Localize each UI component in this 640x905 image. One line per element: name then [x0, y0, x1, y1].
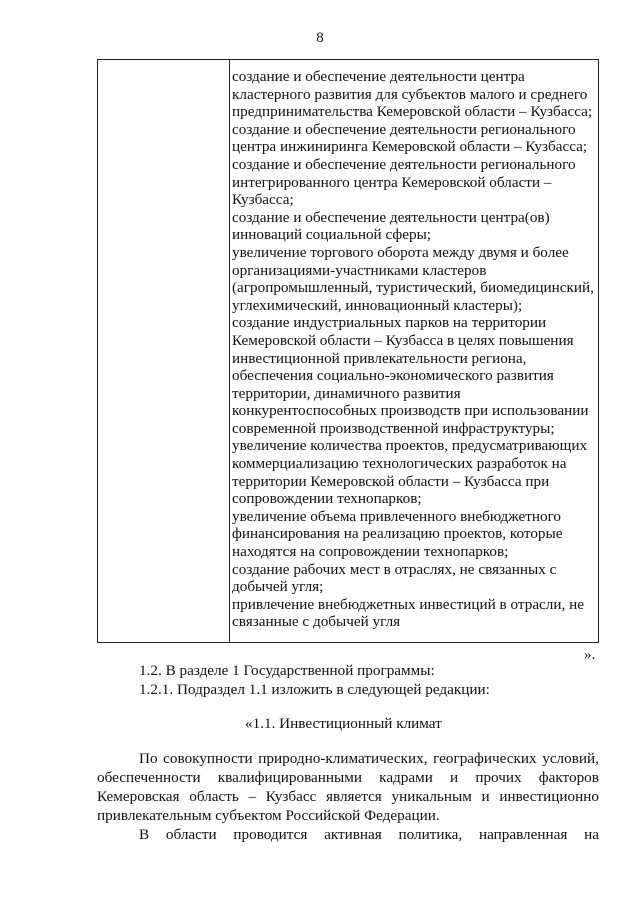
- section-1-2-1-heading: 1.2.1. Подраздел 1.1 изложить в следующей редакции:: [139, 681, 490, 698]
- table-line: находятся на сопровождении технопарков;: [232, 543, 509, 561]
- table-line: Кузбасса;: [232, 191, 294, 209]
- table-line: создание и обеспечение деятельности регионального: [232, 155, 576, 173]
- table-line: увеличение количества проектов, предусматривающих: [232, 437, 588, 455]
- paragraph-1-line-4: привлекательным субъектом Российской Федерации.: [97, 807, 440, 824]
- indicators-table: [97, 59, 599, 643]
- word: направленная: [478, 826, 568, 843]
- page-number: 8: [316, 30, 324, 46]
- word: Кузбасс: [265, 788, 317, 805]
- table-line: привлечение внебюджетных инвестиций в отрасли, не: [232, 595, 584, 613]
- table-line: инвестиционной привлекательности региона,: [232, 349, 527, 367]
- table-line: увеличение торгового оборота между двумя и более: [232, 243, 569, 261]
- word: факторов: [538, 769, 599, 786]
- section-1-2-heading: 1.2. В разделе 1 Государственной программы:: [139, 662, 435, 679]
- table-column-divider: [229, 60, 230, 642]
- subsection-title: «1.1. Инвестиционный климат: [245, 715, 442, 732]
- word: политика,: [398, 826, 463, 843]
- table-line: углехимический, инновационный кластеры);: [232, 296, 523, 314]
- word: прочих: [475, 769, 522, 786]
- table-right-cell: [232, 68, 596, 631]
- table-line: создание индустриальных парков на территории: [232, 314, 547, 332]
- table-line: добычей угля;: [232, 578, 324, 596]
- word: обеспеченности: [97, 769, 201, 786]
- word: кадрами: [379, 769, 433, 786]
- word: совокупности: [163, 750, 253, 767]
- paragraph-2-line-1: [139, 826, 599, 844]
- table-line: интегрированного центра Кемеровской области –: [232, 173, 552, 191]
- word: на: [584, 826, 599, 843]
- word: и: [481, 788, 490, 805]
- table-line: (агропромышленный, туристический, биомедицинский,: [232, 279, 594, 297]
- table-line: обеспечения социально-экономического развития: [232, 367, 554, 385]
- table-line: создание и обеспечение деятельности центра(ов): [232, 208, 550, 226]
- word: и: [450, 769, 459, 786]
- table-line: организациями-участниками кластеров: [232, 261, 487, 279]
- table-line: создание и обеспечение деятельности регионального: [232, 120, 576, 138]
- word: географических: [433, 750, 537, 767]
- word: является: [325, 788, 382, 805]
- word: проводится: [233, 826, 308, 843]
- table-line: предпринимательства Кемеровской области – Кузбасса;: [232, 103, 593, 121]
- paragraph-1-line-3: [97, 788, 599, 806]
- word: активная: [324, 826, 382, 843]
- table-line: финансирования на реализацию проектов, которые: [232, 525, 563, 543]
- table-line: Кемеровской области – Кузбасса в целях повышения: [232, 331, 574, 349]
- table-line: конкурентоспособных производств при использовании: [232, 402, 589, 420]
- table-line: коммерциализацию технологических разработок на: [232, 455, 567, 473]
- table-line: создание рабочих мест в отраслях, не связанных с: [232, 560, 557, 578]
- table-line: современной производственной инфраструктуры;: [232, 419, 555, 437]
- word: условий,: [542, 750, 599, 767]
- paragraph-1-line-2: [97, 769, 599, 787]
- word: природно-климатических,: [258, 750, 428, 767]
- table-line: территории, динамичного развития: [232, 384, 461, 402]
- table-line: сопровождении технопарков;: [232, 490, 422, 508]
- word: В: [139, 826, 150, 843]
- word: области: [165, 826, 217, 843]
- table-line: территории Кемеровской области – Кузбасса при: [232, 472, 550, 490]
- table-line: создание и обеспечение деятельности центра: [232, 68, 525, 85]
- word: Кемеровская: [97, 788, 180, 805]
- word: –: [248, 788, 257, 805]
- table-line: центра инжиниринга Кемеровской области – Кузбасса;: [232, 138, 588, 156]
- word: По: [139, 750, 158, 767]
- table-line: кластерного развития для субъектов малого и среднего: [232, 85, 588, 103]
- table-line: связанные с добычей угля: [232, 613, 401, 631]
- word: уникальным: [391, 788, 472, 805]
- paragraph-1-line-1: [139, 750, 599, 768]
- word: область: [189, 788, 239, 805]
- table-line: инноваций социальной сферы;: [232, 226, 432, 244]
- table-line: увеличение объема привлеченного внебюджетного: [232, 507, 562, 525]
- word: инвестиционно: [499, 788, 599, 805]
- word: квалифицированными: [217, 769, 363, 786]
- closing-quote: ».: [584, 647, 596, 663]
